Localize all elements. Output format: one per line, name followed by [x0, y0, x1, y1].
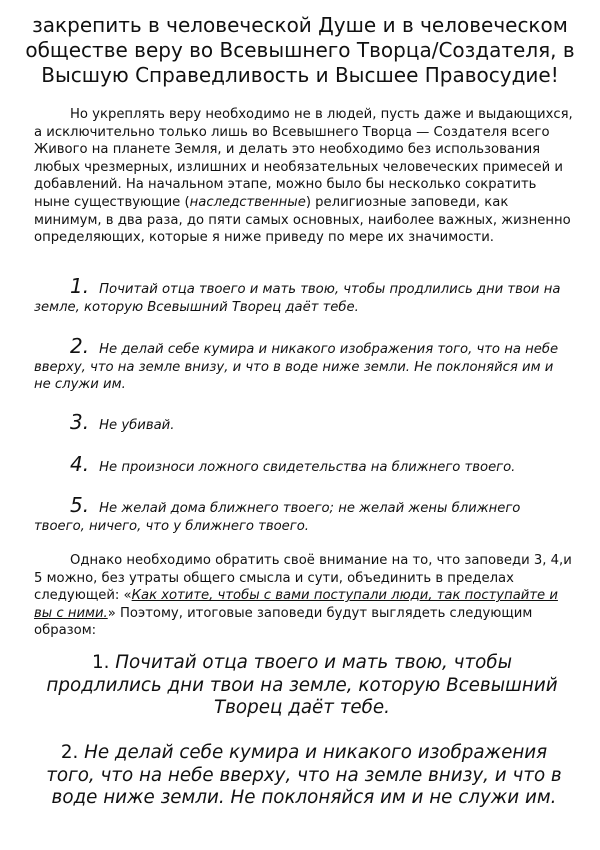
final-commandment-1	[32, 652, 572, 720]
golden-rule-quote: Как хотите, чтобы с вами поступали люди, так поступайте и вы с ними.	[34, 588, 558, 621]
commandment-3	[34, 410, 574, 435]
commandment-2	[34, 334, 574, 394]
final-commandment-number: 1.	[91, 652, 110, 673]
commandment-1	[34, 274, 574, 316]
final-commandment-text: Не делай себе кумира и никакого изображения того, что на небе вверху, что на земле внизу, и что в воде ниже земли. Не поклоняйся им и не служи им.	[46, 742, 562, 808]
commandment-text: Не произноси ложного свидетельства на ближнего твоего.	[99, 460, 516, 475]
final-commandment-number: 2.	[60, 742, 79, 763]
page-title: закрепить в человеческой Душе и в человеческом обществе веру во Всевышнего Творца/Создателя, в Высшую Справедливость и Высшее Правосудие!	[25, 13, 575, 87]
intro-paragraph	[34, 106, 574, 247]
commandment-number: 3.	[70, 410, 90, 434]
commandment-number: 4.	[70, 452, 90, 476]
final-commandment-text: Почитай отца твоего и мать твою, чтобы продлились дни твои на земле, которую Всевышний Творец даёт тебе.	[46, 652, 558, 718]
commandment-number: 2.	[70, 334, 90, 358]
commandment-text: Не убивай.	[99, 418, 175, 433]
final-commandment-2	[34, 742, 574, 810]
commandment-number: 1.	[70, 274, 90, 298]
commandment-text: Почитай отца твоего и мать твою, чтобы продлились дни твои на земле, которую Всевышний Творец даёт тебе.	[34, 282, 561, 315]
outro-paragraph	[34, 552, 574, 640]
commandment-number: 5.	[70, 493, 90, 517]
outro-text-start: Однако необходимо обратить своё внимание на то, что заповеди 3, 4,и 5 можно, без утраты общего смысла и сути, объединить в пределах следующей: «	[34, 553, 572, 604]
intro-emphasis: наследственные	[189, 194, 306, 210]
intro-text-start: Но укреплять веру необходимо не в людей, пусть даже и выдающихся, а исключительно только лишь во Всевышнего Творца — Создателя всего Живого на планете Земля, и делать это необходимо без использования любых чрезмерных, излишних и необязательных человеческих примесей и добавлений. На начальном этапе, можно было бы несколько сократить ныне существующие (	[34, 107, 573, 210]
outro-text-end: » Поэтому, итоговые заповеди будут выглядеть следующим образом:	[34, 605, 533, 639]
commandment-text: Не делай себе кумира и никакого изображения того, что на небе вверху, что на земле внизу, и что в воде ниже земли. Не поклоняйся им и не служи им.	[34, 342, 559, 393]
commandment-4	[34, 452, 574, 477]
commandment-5	[34, 493, 574, 535]
commandment-text: Не желай дома ближнего твоего; не желай жены ближнего твоего, ничего, что у ближнего твоего.	[34, 501, 521, 534]
intro-text-end: ) религиозные заповеди, как минимум, в два раза, до пяти самых основных, наиболее важных, жизненно определяющих, которые я ниже приведу по мере их значимости.	[34, 194, 571, 246]
